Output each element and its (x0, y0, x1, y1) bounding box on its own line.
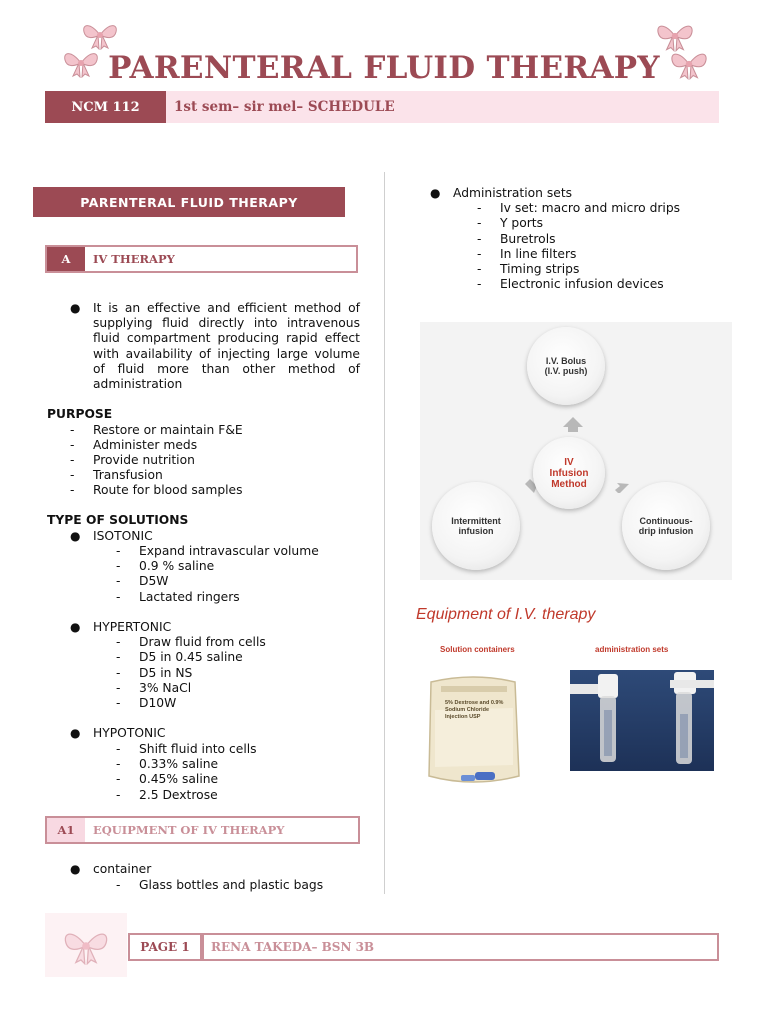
course-badge: NCM 112 (45, 91, 166, 123)
list-item: Transfusion (93, 468, 163, 482)
iv-bag-icon (423, 670, 523, 792)
list-item: Expand intravascular volume (139, 544, 319, 558)
bullet-icon: ● (70, 529, 81, 543)
subheading-label: IV THERAPY (93, 252, 175, 266)
iv-infusion-diagram (420, 322, 732, 580)
footer-decoration (45, 913, 127, 977)
list-dash: - (70, 423, 75, 437)
list-item: Iv set: macro and micro drips (500, 201, 681, 215)
iv-bag-label: 5% Dextrose and 0.9% Sodium Chloride Injection USP (445, 700, 504, 720)
list-dash: - (116, 559, 121, 573)
list-item: 0.33% saline (139, 757, 219, 771)
figure-left-label: Solution containers (440, 645, 515, 654)
bolus-label: I.V. Bolus (I.V. push) (544, 356, 588, 376)
solutions-heading: TYPE OF SOLUTIONS (47, 513, 189, 527)
list-item: D5 in 0.45 saline (139, 650, 243, 664)
list-item: D5 in NS (139, 666, 193, 680)
list-dash: - (477, 201, 482, 215)
arrow-right-icon (615, 483, 629, 493)
list-dash: - (116, 878, 121, 892)
list-item: Route for blood samples (93, 483, 243, 497)
figure-title: Equipment of I.V. therapy (416, 606, 596, 623)
list-dash: - (477, 232, 482, 246)
intermittent-circle (432, 482, 520, 570)
equipment-item: Administration sets (453, 186, 573, 200)
bullet-icon: ● (430, 186, 441, 200)
list-item: 0.45% saline (139, 772, 219, 786)
list-item: Draw fluid from cells (139, 635, 266, 649)
bow-icon (80, 20, 120, 50)
subheading-tag: A (47, 247, 85, 271)
list-dash: - (116, 574, 121, 588)
list-dash: - (477, 277, 482, 291)
list-dash: - (116, 635, 121, 649)
bow-icon (59, 927, 113, 965)
list-item: 3% NaCl (139, 681, 192, 695)
schedule-text: 1st sem– sir mel– SCHEDULE (174, 99, 395, 115)
list-dash: - (116, 681, 121, 695)
list-item: Buretrols (500, 232, 556, 246)
list-item: Lactated ringers (139, 590, 240, 604)
list-item: Electronic infusion devices (500, 277, 664, 291)
list-dash: - (70, 483, 75, 497)
list-dash: - (116, 590, 121, 604)
continuous-circle (622, 482, 710, 570)
list-item: Timing strips (500, 262, 580, 276)
list-item: Restore or maintain F&E (93, 423, 243, 437)
section-heading: PARENTERAL FLUID THERAPY (33, 187, 345, 217)
purpose-heading: PURPOSE (47, 407, 113, 421)
list-dash: - (116, 650, 121, 664)
list-dash: - (116, 544, 121, 558)
list-item: D5W (139, 574, 169, 588)
list-dash: - (116, 788, 121, 802)
list-item: Glass bottles and plastic bags (139, 878, 324, 892)
solution-type: ISOTONIC (93, 529, 153, 543)
intro-paragraph: It is an effective and efficient method of supplying fluid directly into intravenous fluid compartment producing rapid effect with availability of injecting large volume of fluid more than other method of administration (93, 301, 360, 392)
bullet-icon: ● (70, 620, 81, 634)
list-item: 2.5 Dextrose (139, 788, 218, 802)
admin-sets-photo (570, 670, 714, 771)
list-dash: - (116, 772, 121, 786)
intermittent-label: Intermittent infusion (451, 516, 501, 536)
list-dash: - (116, 742, 121, 756)
page-title: PARENTERAL FLUID THERAPY (108, 50, 660, 86)
center-circle (533, 437, 605, 509)
subheading-equipment (45, 816, 360, 844)
list-item: D10W (139, 696, 177, 710)
list-item: Y ports (500, 216, 544, 230)
equipment-figure (409, 606, 723, 796)
list-dash: - (70, 453, 75, 467)
bullet-icon: ● (70, 726, 81, 740)
list-item: In line filters (500, 247, 577, 261)
bolus-circle (527, 327, 605, 405)
subheading-tag: A1 (47, 818, 85, 842)
list-item: Administer meds (93, 438, 198, 452)
subheading-iv-therapy (45, 245, 358, 273)
author-label: RENA TAKEDA– BSN 3B (202, 933, 719, 961)
page-number: PAGE 1 (128, 933, 202, 961)
list-dash: - (116, 757, 121, 771)
list-item: Provide nutrition (93, 453, 195, 467)
list-item: Shift fluid into cells (139, 742, 257, 756)
list-dash: - (70, 438, 75, 452)
equipment-item: container (93, 862, 152, 876)
solution-type: HYPOTONIC (93, 726, 166, 740)
bullet-icon: ● (70, 862, 81, 876)
bullet-icon: ● (70, 301, 81, 315)
list-dash: - (116, 696, 121, 710)
column-divider (384, 172, 385, 894)
subheading-label: EQUIPMENT OF IV THERAPY (93, 823, 285, 837)
list-item: 0.9 % saline (139, 559, 215, 573)
drip-chamber-icon (570, 670, 714, 771)
continuous-label: Continuous-drip infusion (638, 516, 694, 536)
list-dash: - (116, 666, 121, 680)
list-dash: - (70, 468, 75, 482)
figure-right-label: administration sets (595, 645, 669, 654)
solution-type: HYPERTONIC (93, 620, 172, 634)
arrow-up-icon (563, 417, 583, 432)
center-label: IV Infusion Method (549, 456, 589, 490)
list-dash: - (477, 247, 482, 261)
list-dash: - (477, 262, 482, 276)
list-dash: - (477, 216, 482, 230)
